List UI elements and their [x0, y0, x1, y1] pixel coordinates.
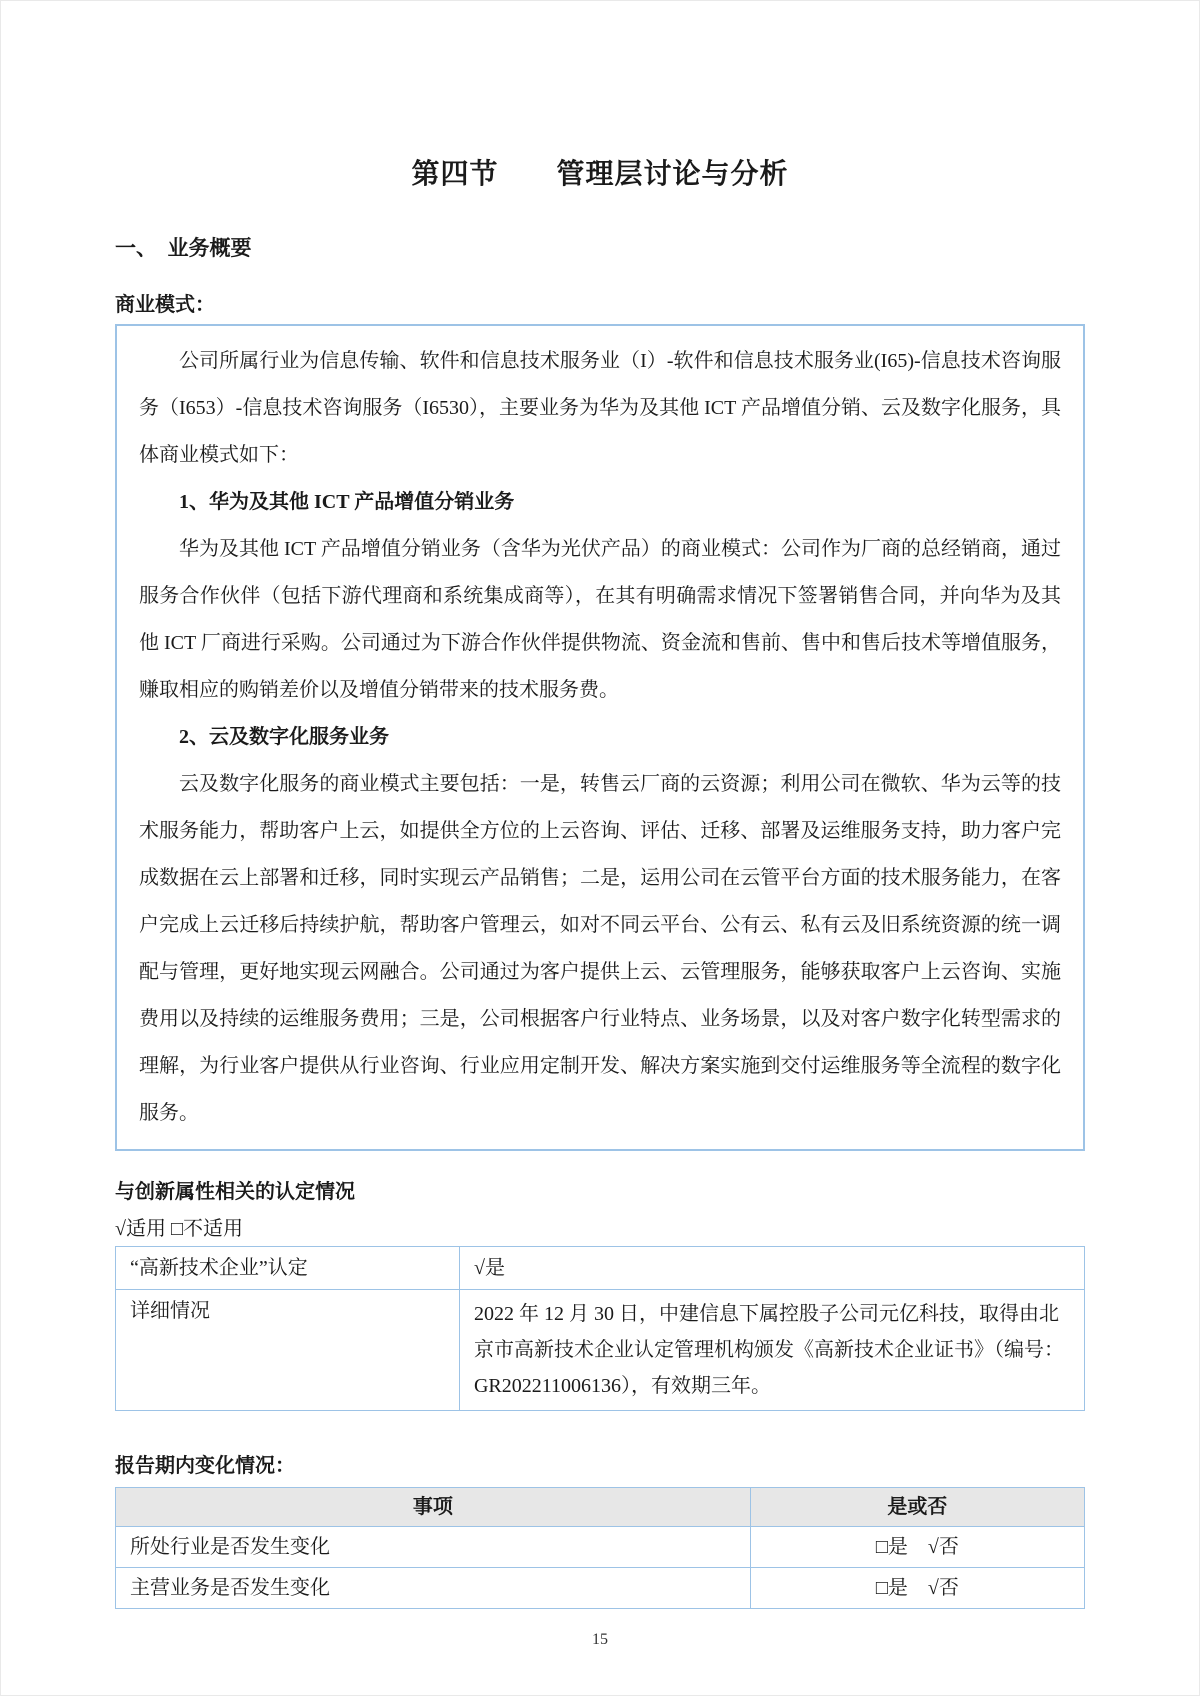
business-model-subheading-1: 1、华为及其他 ICT 产品增值分销业务: [179, 491, 515, 513]
change-item-main-business: 主营业务是否发生变化: [116, 1568, 751, 1609]
column-header-item: 事项: [116, 1488, 751, 1527]
changes-table: [115, 1487, 1085, 1609]
table-row: [116, 1290, 1085, 1411]
change-answer-main-business: □是 √否: [750, 1568, 1084, 1609]
row-value-details: 2022 年 12 月 30 日，中建信息下属控股子公司元亿科技，取得由北京市高新技术企业认定管理机构颁发《高新技术企业证书》（编号：GR202211006136），有效期三年。: [459, 1290, 1084, 1411]
table-row: [116, 1247, 1085, 1290]
row-label-hightech-certification: “高新技术企业”认定: [116, 1247, 460, 1290]
column-header-yesno: 是或否: [750, 1488, 1084, 1527]
page-number: 15: [592, 1631, 608, 1648]
business-model-paragraph: 公司所属行业为信息传输、软件和信息技术服务业（I）-软件和信息技术服务业(I65)-信息技术咨询服务（I653）-信息技术咨询服务（I6530），主要业务为华为及其他 ICT 产品增值分销、云及数字化服务，具体商业模式如下：: [139, 350, 1061, 466]
applicability-note: √适用 □不适用: [115, 1218, 244, 1240]
business-model-box: [115, 324, 1085, 1151]
business-model-paragraph: 云及数字化服务的商业模式主要包括：一是，转售云厂商的云资源；利用公司在微软、华为云等的技术服务能力，帮助客户上云，如提供全方位的上云咨询、评估、迁移、部署及运维服务支持，助力客户完成数据在云上部署和迁移，同时实现云产品销售；二是，运用公司在云管平台方面的技术服务能力，在客户完成上云迁移后持续护航，帮助客户管理云，如对不同云平台、公有云、私有云及旧系统资源的统一调配与管理，更好地实现云网融合。公司通过为客户提供上云、云管理服务，能够获取客户上云咨询、实施费用以及持续的运维服务费用；三是，公司根据客户行业特点、业务场景，以及对客户数字化转型需求的理解，为行业客户提供从行业咨询、行业应用定制开发、解决方案实施到交付运维服务等全流程的数字化服务。: [139, 773, 1061, 1124]
changes-heading: 报告期内变化情况：: [115, 1455, 295, 1477]
page-title: 第四节 管理层讨论与分析: [411, 159, 789, 190]
row-label-details: 详细情况: [116, 1290, 460, 1411]
business-model-paragraph: 华为及其他 ICT 产品增值分销业务（含华为光伏产品）的商业模式：公司作为厂商的总经销商，通过服务合作伙伴（包括下游代理商和系统集成商等），在其有明确需求情况下签署销售合同，并向华为及其他 ICT 厂商进行采购。公司通过为下游合作伙伴提供物流、资金流和售前、售中和售后技术等增值服务，赚取相应的购销差价以及增值分销带来的技术服务费。: [139, 538, 1061, 701]
table-row: [116, 1568, 1085, 1609]
change-answer-industry: □是 √否: [750, 1527, 1084, 1568]
business-model-subheading-2: 2、云及数字化服务业务: [179, 726, 389, 748]
section-heading-business-overview: 一、 业务概要: [115, 236, 252, 260]
innovation-heading: 与创新属性相关的认定情况: [115, 1181, 355, 1203]
table-header-row: [116, 1488, 1085, 1527]
innovation-table: [115, 1246, 1085, 1411]
table-row: [116, 1527, 1085, 1568]
row-value-hightech-certification: √是: [459, 1247, 1084, 1290]
change-item-industry: 所处行业是否发生变化: [116, 1527, 751, 1568]
page-content: [115, 232, 1085, 1649]
business-model-label: 商业模式：: [115, 294, 215, 316]
